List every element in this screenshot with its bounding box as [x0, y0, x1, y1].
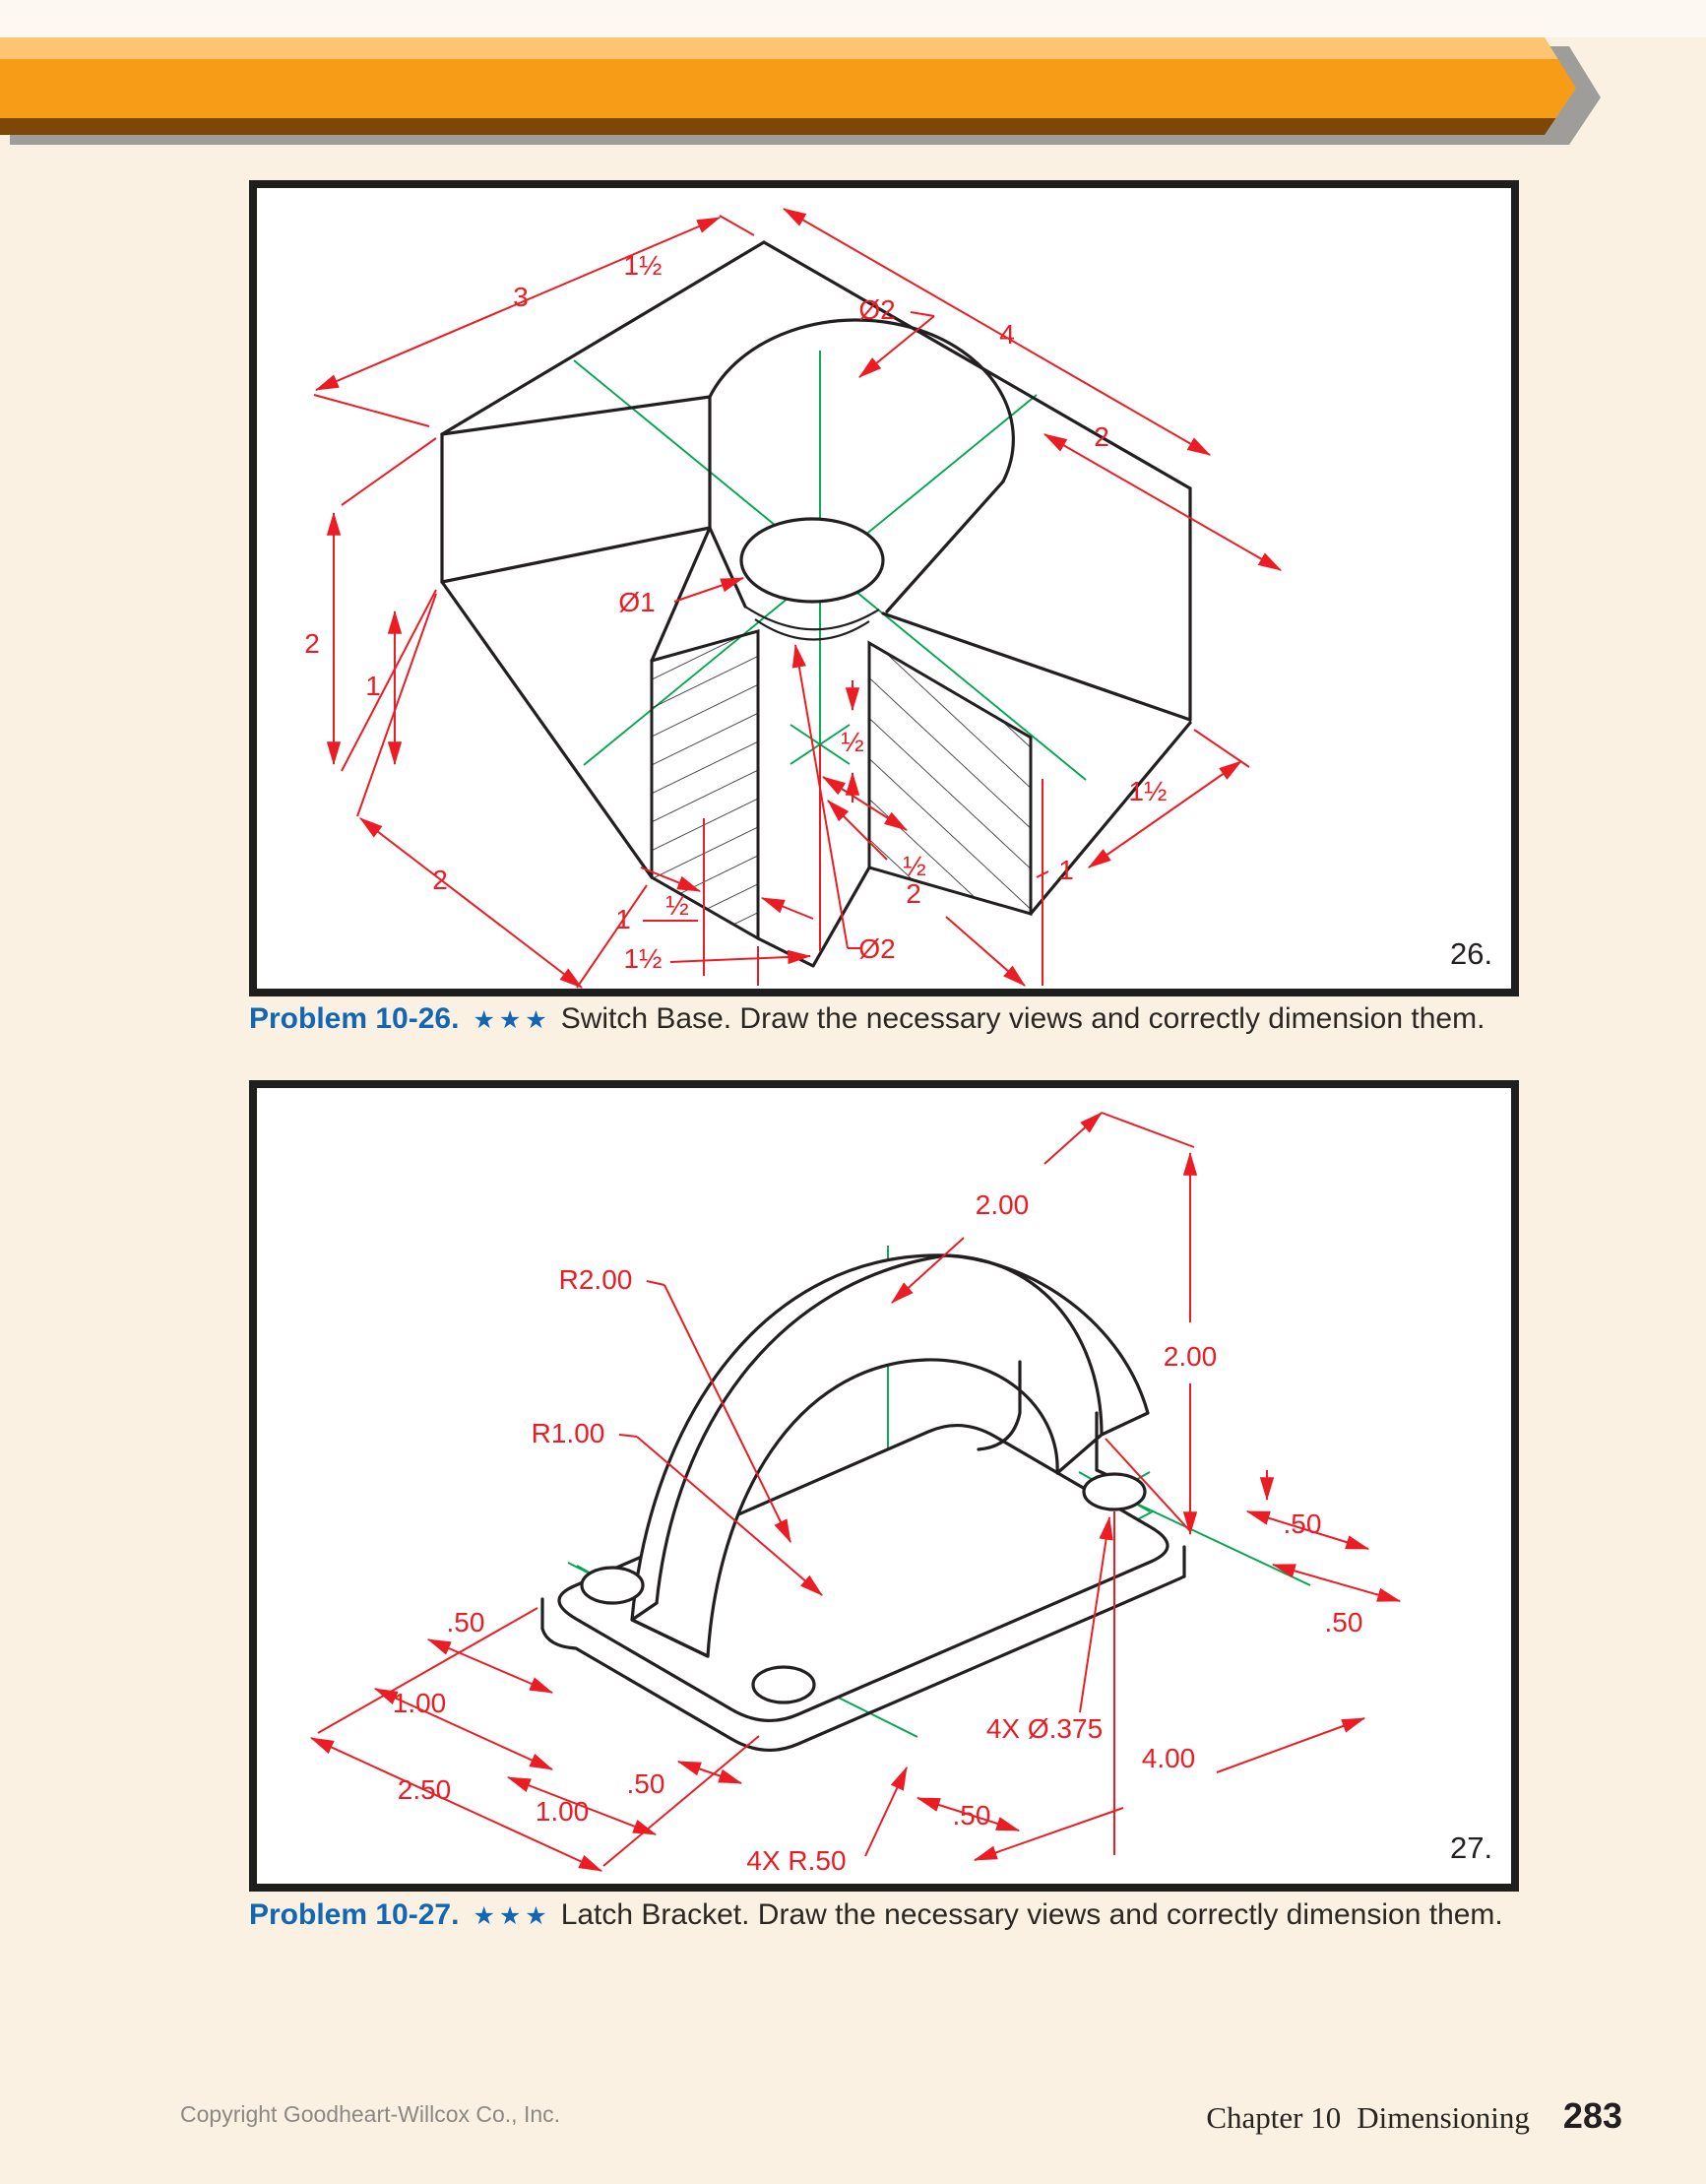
latch-bracket-drawing: [257, 1088, 1511, 1884]
figure-box-10-26: [249, 180, 1519, 996]
dim-2-bottomleft: 2: [432, 865, 448, 895]
dim-4x-r50: 4X R.50: [746, 1845, 847, 1876]
chapter-header-bar: [0, 37, 1576, 135]
dim-dia2-bottom: Ø2: [858, 933, 896, 964]
dim-50-left: .50: [446, 1607, 485, 1638]
dim-half-left: ½: [665, 890, 689, 921]
dim-4: 4: [999, 319, 1015, 350]
caption-text: Switch Base. Draw the necessary views and correctly dimension them.: [560, 1002, 1485, 1035]
dim-50-right-b: .50: [1324, 1607, 1363, 1638]
running-footer: [1206, 2095, 1622, 2137]
caption-label: Problem 10-26.: [249, 1002, 460, 1035]
chapter-label: Chapter 10: [1206, 2100, 1342, 2135]
dim-half-mid: ½: [841, 727, 864, 757]
dim-1half-topleft: 1½: [623, 250, 663, 281]
dim-50-right-a: .50: [1283, 1509, 1322, 1539]
dim-half-right: ½: [903, 851, 926, 881]
hole: [582, 1568, 643, 1603]
dim-50-bottom-b: .50: [952, 1800, 991, 1831]
dim-1half-left: 1½: [623, 943, 663, 974]
figure-number-26: 26.: [1450, 936, 1493, 971]
section-hatch-right: [869, 643, 1031, 914]
hole: [1084, 1474, 1145, 1510]
hole: [753, 1667, 814, 1702]
caption-10-26: [249, 1002, 1568, 1036]
dim-100-left: 1.00: [392, 1688, 447, 1718]
dim-400: 4.00: [1141, 1743, 1196, 1773]
hole-dia1-rim: [741, 519, 883, 602]
chapter-title: Dimensioning: [1357, 2100, 1530, 2135]
dim-1half-right: 1½: [1128, 776, 1168, 806]
dim-200-top: 2.00: [975, 1189, 1030, 1220]
copyright-notice: Copyright Goodheart-Willcox Co., Inc.: [180, 2101, 561, 2127]
part-outline: [442, 242, 1190, 966]
page-number: 283: [1562, 2095, 1622, 2136]
caption-label: Problem 10-27.: [249, 1898, 460, 1931]
difficulty-stars: ★★★: [473, 1902, 551, 1930]
dim-100-bottom: 1.00: [535, 1796, 590, 1827]
figure-box-10-27: [249, 1080, 1519, 1892]
dim-dia2-top: Ø2: [858, 294, 896, 325]
difficulty-stars: ★★★: [473, 1006, 551, 1034]
dim-1-step: 1: [365, 671, 381, 701]
dim-1-right: 1: [1058, 855, 1074, 885]
dim-dia1: Ø1: [618, 587, 656, 617]
dim-50-bottom-a: .50: [626, 1768, 665, 1799]
dim-1-left: 1: [615, 904, 631, 934]
dim-3: 3: [513, 282, 529, 312]
dim-r200: R2.00: [558, 1264, 633, 1295]
dim-250: 2.50: [397, 1774, 452, 1805]
dim-200-right: 2.00: [1163, 1341, 1218, 1372]
dim-2-topright: 2: [1094, 421, 1109, 452]
figure-number-27: 27.: [1450, 1831, 1493, 1865]
dim-2-bottomcentre: 2: [906, 878, 921, 909]
dim-4x-dia375: 4X Ø.375: [985, 1713, 1104, 1744]
dim-2-height: 2: [304, 628, 320, 659]
page-top-strip: [0, 0, 1706, 37]
dim-r100: R1.00: [531, 1418, 605, 1448]
part-outline: [542, 1255, 1184, 1751]
caption-text: Latch Bracket. Draw the necessary views and correctly dimension them.: [560, 1898, 1503, 1931]
caption-10-27: [249, 1898, 1568, 1932]
switch-base-drawing: [257, 188, 1511, 989]
